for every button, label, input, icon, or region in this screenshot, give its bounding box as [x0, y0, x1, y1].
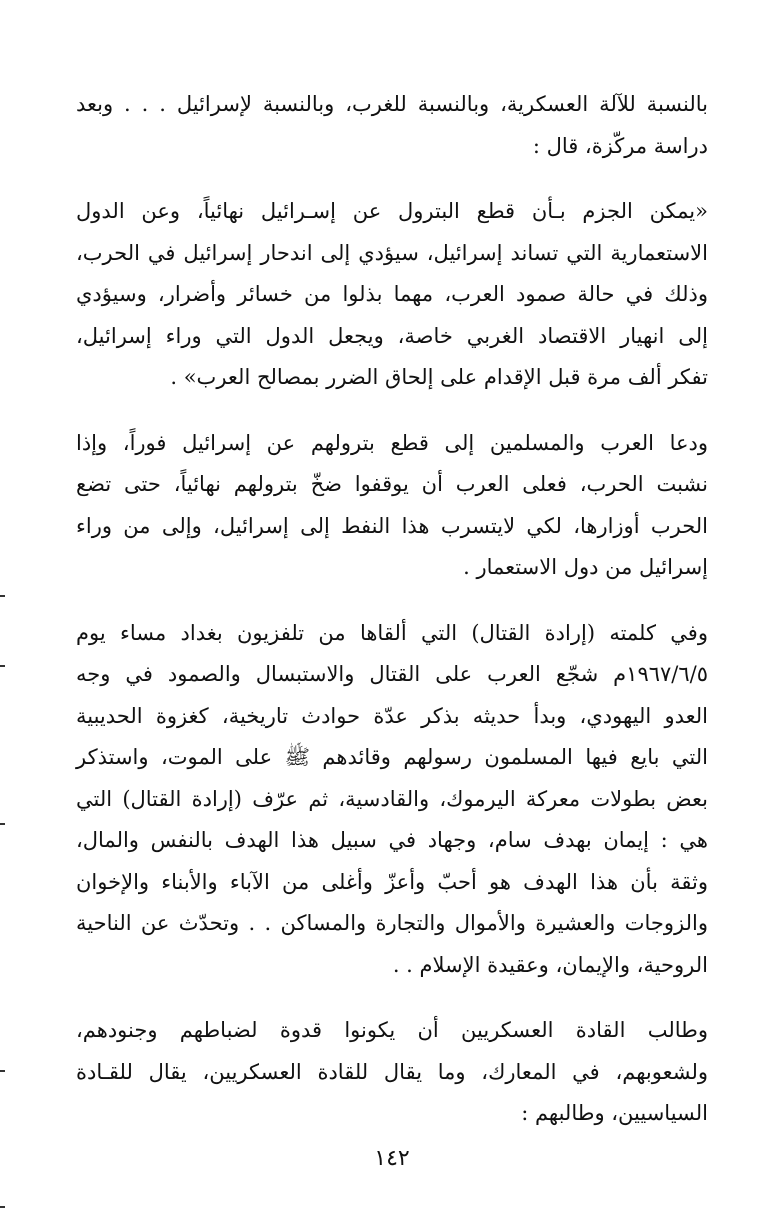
text-line: الاستعمارية التي تساند إسرائيل، سيؤدي إلى اندحار إسرائيل في الحرب، — [76, 240, 708, 265]
paragraph-3 — [76, 423, 708, 589]
text-line: نشبت الحرب، فعلى العرب أن يوقفوا ضخّ بترولهم نهائياً، حتى تضع — [76, 472, 708, 496]
text-line: «يمكن الجزم بـأن قطع البترول عن إسـرائيل نهائياً، وعن الدول — [76, 199, 708, 223]
text-line: العدو اليهودي، وبدأ حديثه بذكر عدّة حوادث تاريخية، كغزوة الحديبية — [76, 703, 708, 728]
text-line: ١٩٦٧/٦/٥م شجّع العرب على القتال والاستبسال والصمود في وجه — [76, 662, 708, 686]
margin-mark — [0, 1206, 5, 1208]
text-line: السياسيين، وطالبهم : — [521, 1101, 708, 1125]
text-line: دراسة مركّزة، قال : — [532, 133, 708, 158]
paragraph-5 — [76, 1010, 708, 1135]
text-line: الروحية، والإيمان، وعقيدة الإسلام . . — [392, 952, 708, 977]
text-line: بعض بطولات معركة اليرموك، والقادسية، ثم عرّف (إرادة القتال) التي — [76, 786, 708, 811]
margin-mark — [0, 595, 5, 597]
text-line: وذلك في حالة صمود العرب، مهما بذلوا من خسائر وأضرار، وسيؤدي — [76, 282, 708, 306]
text-line: التي بايع فيها المسلمون رسولهم وقائدهم ﷺ على الموت، واستذكر — [76, 745, 708, 769]
text-line: هي : إيمان بهدف سام، وجهاد في سبيل هذا الهدف بالنفس والمال، — [76, 828, 708, 852]
text-line: الحرب أوزارها، لكي لايتسرب هذا النفط إلى إسرائيل، وإلى من وراء — [76, 513, 708, 538]
page-number: ١٤٢ — [374, 1146, 410, 1171]
paragraph-1 — [76, 84, 708, 167]
margin-mark — [0, 1070, 5, 1072]
paragraph-4 — [76, 613, 708, 987]
text-line: والزوجات والعشيرة والأموال والتجارة والمساكن . . وتحدّث عن الناحية — [76, 911, 708, 935]
page-text — [76, 84, 708, 1159]
text-line: بالنسبة للآلة العسكرية، وبالنسبة للغرب، وبالنسبة لإسرائيل . . . وبعد — [76, 92, 708, 116]
paragraph-2-quote — [76, 191, 708, 399]
text-line: وفي كلمته (إرادة القتال) التي ألقاها من تلفزيون بغداد مساء يوم — [76, 620, 708, 645]
text-line: إسرائيل من دول الاستعمار . — [463, 555, 708, 579]
text-line: وطالب القادة العسكريين أن يكونوا قدوة لضباطهم وجنودهم، — [76, 1018, 708, 1042]
text-line: تفكر ألف مرة قبل الإقدام على إلحاق الضرر بمصالح العرب» . — [170, 365, 708, 389]
margin-mark — [0, 665, 5, 667]
text-line: ودعا العرب والمسلمين إلى قطع بترولهم عن إسرائيل فوراً، وإذا — [76, 430, 708, 455]
text-line: إلى انهيار الاقتصاد الغربي خاصة، ويجعل الدول التي وراء إسرائيل، — [76, 323, 708, 348]
margin-mark — [0, 823, 5, 825]
text-line: وثقة بأن هذا الهدف هو أحبّ وأعزّ وأغلى من الآباء والأبناء والإخوان — [76, 869, 708, 894]
text-line: ولشعوبهم، في المعارك، وما يقال للقادة العسكريين، يقال للقـادة — [76, 1059, 708, 1084]
